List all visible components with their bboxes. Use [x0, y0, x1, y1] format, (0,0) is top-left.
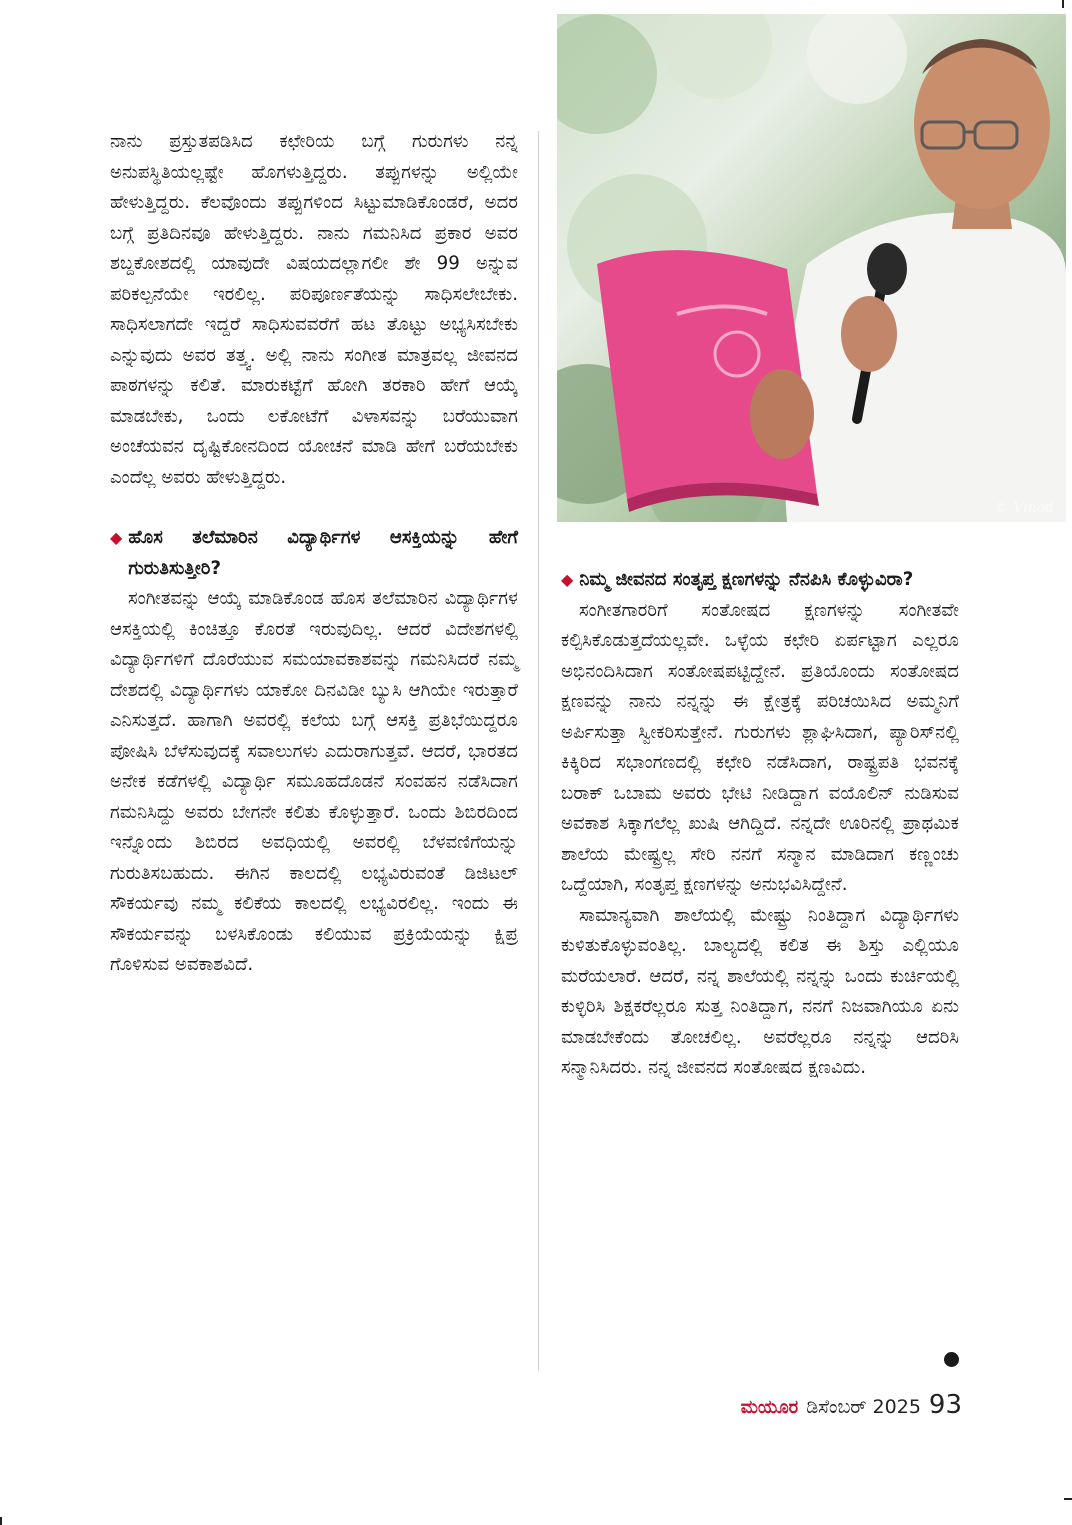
- left-column: [110, 127, 518, 981]
- question-heading: [561, 565, 959, 596]
- right-column: [561, 565, 959, 1084]
- answer-paragraph: ಸಂಗೀತವನ್ನು ಆಯ್ಕೆ ಮಾಡಿಕೊಂಡ ಹೊಸ ತಲೆಮಾರಿನ ವಿದ್ಯಾರ್ಥಿಗಳ ಆಸಕ್ತಿಯಲ್ಲಿ ಕಿಂಚಿತ್ತೂ ಕೊರತೆ ಇರುವುದಿಲ್ಲ. ಆದರೆ ವಿದೇಶಗಳಲ್ಲಿ ವಿದ್ಯಾರ್ಥಿಗಳಿಗೆ ದೊರೆಯುವ ಸಮಯಾವಕಾಶವನ್ನು ಗಮನಿಸಿದರೆ ನಮ್ಮ ದೇಶದಲ್ಲಿ ವಿದ್ಯಾರ್ಥಿಗಳು ಯಾಕೋ ದಿನವಿಡೀ ಬ್ಯುಸಿ ಆಗಿಯೇ ಇರುತ್ತಾರೆ ಎನಿಸುತ್ತದೆ. ಹಾಗಾಗಿ ಅವರಲ್ಲಿ ಕಲೆಯ ಬಗ್ಗೆ ಆಸಕ್ತಿ ಪ್ರತಿಭೆಯಿದ್ದರೂ ಪೋಷಿಸಿ ಬೆಳೆಸುವುದಕ್ಕೆ ಸವಾಲುಗಳು ಎದುರಾಗುತ್ತವೆ. ಆದರೆ, ಭಾರತದ ಅನೇಕ ಕಡೆಗಳಲ್ಲಿ ವಿದ್ಯಾರ್ಥಿ ಸಮೂಹದೊಡನೆ ಸಂವಹನ ನಡೆಸಿದಾಗ ಗಮನಿಸಿದ್ದು ಅವರು ಬೇಗನೇ ಕಲಿತು ಕೊಳ್ಳುತ್ತಾರೆ. ಒಂದು ಶಿಬಿರದಿಂದ ಇನ್ನೊಂದು ಶಿಬಿರದ ಅವಧಿಯಲ್ಲಿ ಅವರಲ್ಲಿ ಬೆಳವಣಿಗೆಯನ್ನು ಗುರುತಿಸಬಹುದು. ಈಗಿನ ಕಾಲದಲ್ಲಿ ಲಭ್ಯವಿರುವಂತೆ ಡಿಜಿಟಲ್ ಸೌಕರ್ಯವು ನಮ್ಮ ಕಲಿಕೆಯ ಕಾಲದಲ್ಲಿ ಲಭ್ಯವಿರಲಿಲ್ಲ. ಇಂದು ಈ ಸೌಕರ್ಯವನ್ನು ಬಳಸಿಕೊಂಡು ಕಲಿಯುವ ಪ್ರಕ್ರಿಯೆಯನ್ನು ಕ್ಷಿಪ್ರ ಗೊಳಿಸುವ ಅವಕಾಶವಿದೆ.: [110, 588, 518, 975]
- crop-mark: [1064, 1498, 1072, 1500]
- issue-date: ಡಿಸೆಂಬರ್ 2025: [806, 1396, 921, 1418]
- end-of-article-icon: [944, 1352, 959, 1367]
- magazine-logo: ಮಯೂರ: [740, 1397, 799, 1418]
- crop-mark: [1062, 0, 1064, 8]
- column-divider: [538, 131, 539, 1371]
- diamond-bullet-icon: ◆: [110, 528, 123, 547]
- answer-paragraph: ಸಂಗೀತಗಾರರಿಗೆ ಸಂತೋಷದ ಕ್ಷಣಗಳನ್ನು ಸಂಗೀತವೇ ಕಲ್ಪಿಸಿಕೊಡುತ್ತದೆಯಲ್ಲವೇ. ಒಳ್ಳೆಯ ಕಛೇರಿ ಏರ್ಪಟ್ಟಾಗ ಎಲ್ಲರೂ ಅಭಿನಂದಿಸಿದಾಗ ಸಂತೋಷಪಟ್ಟಿದ್ದೇನೆ. ಪ್ರತಿಯೊಂದು ಸಂತೋಷದ ಕ್ಷಣವನ್ನು ನಾನು ನನ್ನನ್ನು ಈ ಕ್ಷೇತ್ರಕ್ಕೆ ಪರಿಚಯಿಸಿದ ಅಮ್ಮನಿಗೆ ಅರ್ಪಿಸುತ್ತಾ ಸ್ವೀಕರಿಸುತ್ತೇನೆ. ಗುರುಗಳು ಶ್ಲಾಘಿಸಿದಾಗ, ಪ್ಯಾರಿಸ್‌ನಲ್ಲಿ ಕಿಕ್ಕಿರಿದ ಸಭಾಂಗಣದಲ್ಲಿ ಕಛೇರಿ ನಡೆಸಿದಾಗ, ರಾಷ್ಟ್ರಪತಿ ಭವನಕ್ಕೆ ಬರಾಕ್ ಒಬಾಮ ಅವರು ಭೇಟಿ ನೀಡಿದ್ದಾಗ ವಯೊಲಿನ್ ನುಡಿಸುವ ಅವಕಾಶ ಸಿಕ್ಕಾಗಲೆಲ್ಲ ಖುಷಿ ಆಗಿದ್ದಿದೆ. ನನ್ನದೇ ಊರಿನಲ್ಲಿ ಪ್ರಾಥಮಿಕ ಶಾಲೆಯ ಮೇಷ್ಟ್ರಲ್ಲ ಸೇರಿ ನನಗೆ ಸನ್ಮಾನ ಮಾಡಿದಾಗ ಕಣ್ಣಂಚು ಒದ್ದೆಯಾಗಿ, ಸಂತೃಪ್ತ ಕ್ಷಣಗಳನ್ನು ಅನುಭವಿಸಿದ್ದೇನೆ.: [561, 599, 959, 895]
- article-photo: [557, 14, 1066, 522]
- page-number: 93: [928, 1390, 962, 1420]
- question-text: ನಿಮ್ಮ ಜೀವನದ ಸಂತೃಪ್ತ ಕ್ಷಣಗಳನ್ನು ನೆನಪಿಸಿ ಕೊಳ್ಳುವಿರಾ?: [579, 569, 914, 590]
- paragraph: ನಾನು ಪ್ರಸ್ತುತಪಡಿಸಿದ ಕಛೇರಿಯ ಬಗ್ಗೆ ಗುರುಗಳು ನನ್ನ ಅನುಪಸ್ಥಿತಿಯಲ್ಲಷ್ಟೇ ಹೊಗಳುತ್ತಿದ್ದರು. ತಪ್ಪುಗಳನ್ನು ಅಲ್ಲಿಯೇ ಹೇಳುತ್ತಿದ್ದರು. ಕೆಲವೊಂದು ತಪ್ಪುಗಳಿಂದ ಸಿಟ್ಟುಮಾಡಿಕೊಂಡರೆ, ಅದರ ಬಗ್ಗೆ ಪ್ರತಿದಿನವೂ ಹೇಳುತ್ತಿದ್ದರು. ನಾನು ಗಮನಿಸಿದ ಪ್ರಕಾರ ಅವರ ಶಬ್ದಕೋಶದಲ್ಲಿ ಯಾವುದೇ ವಿಷಯದಲ್ಲಾಗಲೀ ಶೇ 99 ಅನ್ನುವ ಪರಿಕಲ್ಪನೆಯೇ ಇರಲಿಲ್ಲ. ಪರಿಪೂರ್ಣತೆಯನ್ನು ಸಾಧಿಸಲೇಬೇಕು. ಸಾಧಿಸಲಾಗದೇ ಇದ್ದರೆ ಸಾಧಿಸುವವರೆಗೆ ಹಟ ತೊಟ್ಟು ಅಭ್ಯಸಿಸಬೇಕು ಎನ್ನುವುದು ಅವರ ತತ್ತ್ವ. ಅಲ್ಲಿ ನಾನು ಸಂಗೀತ ಮಾತ್ರವಲ್ಲ ಜೀವನದ ಪಾಠಗಳನ್ನು ಕಲಿತೆ. ಮಾರುಕಟ್ಟೆಗೆ ಹೋಗಿ ತರಕಾರಿ ಹೇಗೆ ಆಯ್ಕೆ ಮಾಡಬೇಕು, ಒಂದು ಲಕೋಟೆಗೆ ವಿಳಾಸವನ್ನು ಬರೆಯುವಾಗ ಅಂಚೆಯವನ ದೃಷ್ಟಿಕೋನದಿಂದ ಯೋಚನೆ ಮಾಡಿ ಹೇಗೆ ಬರೆಯಬೇಕು ಎಂದೆಲ್ಲ ಅವರು ಹೇಳುತ್ತಿದ್ದರು.: [110, 131, 518, 488]
- diamond-bullet-icon: ◆: [561, 570, 574, 589]
- question-heading: [110, 523, 518, 584]
- crop-mark: [0, 1517, 2, 1525]
- question-text: ಹೊಸ ತಲೆಮಾರಿನ ವಿದ್ಯಾರ್ಥಿಗಳ ಆಸಕ್ತಿಯನ್ನು ಹೇಗೆ ಗುರುತಿಸುತ್ತೀರಿ?: [128, 527, 518, 579]
- page-footer: [741, 1390, 962, 1420]
- photo-watermark: © Vinod: [994, 500, 1054, 516]
- answer-paragraph: ಸಾಮಾನ್ಯವಾಗಿ ಶಾಲೆಯಲ್ಲಿ ಮೇಷ್ಟ್ರು ನಿಂತಿದ್ದಾಗ ವಿದ್ಯಾರ್ಥಿಗಳು ಕುಳಿತುಕೊಳ್ಳುವಂತಿಲ್ಲ. ಬಾಲ್ಯದಲ್ಲಿ ಕಲಿತ ಈ ಶಿಸ್ತು ಎಲ್ಲಿಯೂ ಮರೆಯಲಾರೆ. ಆದರೆ, ನನ್ನ ಶಾಲೆಯಲ್ಲಿ ನನ್ನನ್ನು ಒಂದು ಕುರ್ಚಿಯಲ್ಲಿ ಕುಳ್ಳಿರಿಸಿ ಶಿಕ್ಷಕರೆಲ್ಲರೂ ಸುತ್ತ ನಿಂತಿದ್ದಾಗ, ನನಗೆ ನಿಜವಾಗಿಯೂ ಏನು ಮಾಡಬೇಕೆಂದು ತೋಚಲಿಲ್ಲ. ಅವರೆಲ್ಲರೂ ನನ್ನನ್ನು ಆದರಿಸಿ ಸನ್ಮಾನಿಸಿದರು. ನನ್ನ ಜೀವನದ ಸಂತೋಷದ ಕ್ಷಣವಿದು.: [561, 904, 959, 1078]
